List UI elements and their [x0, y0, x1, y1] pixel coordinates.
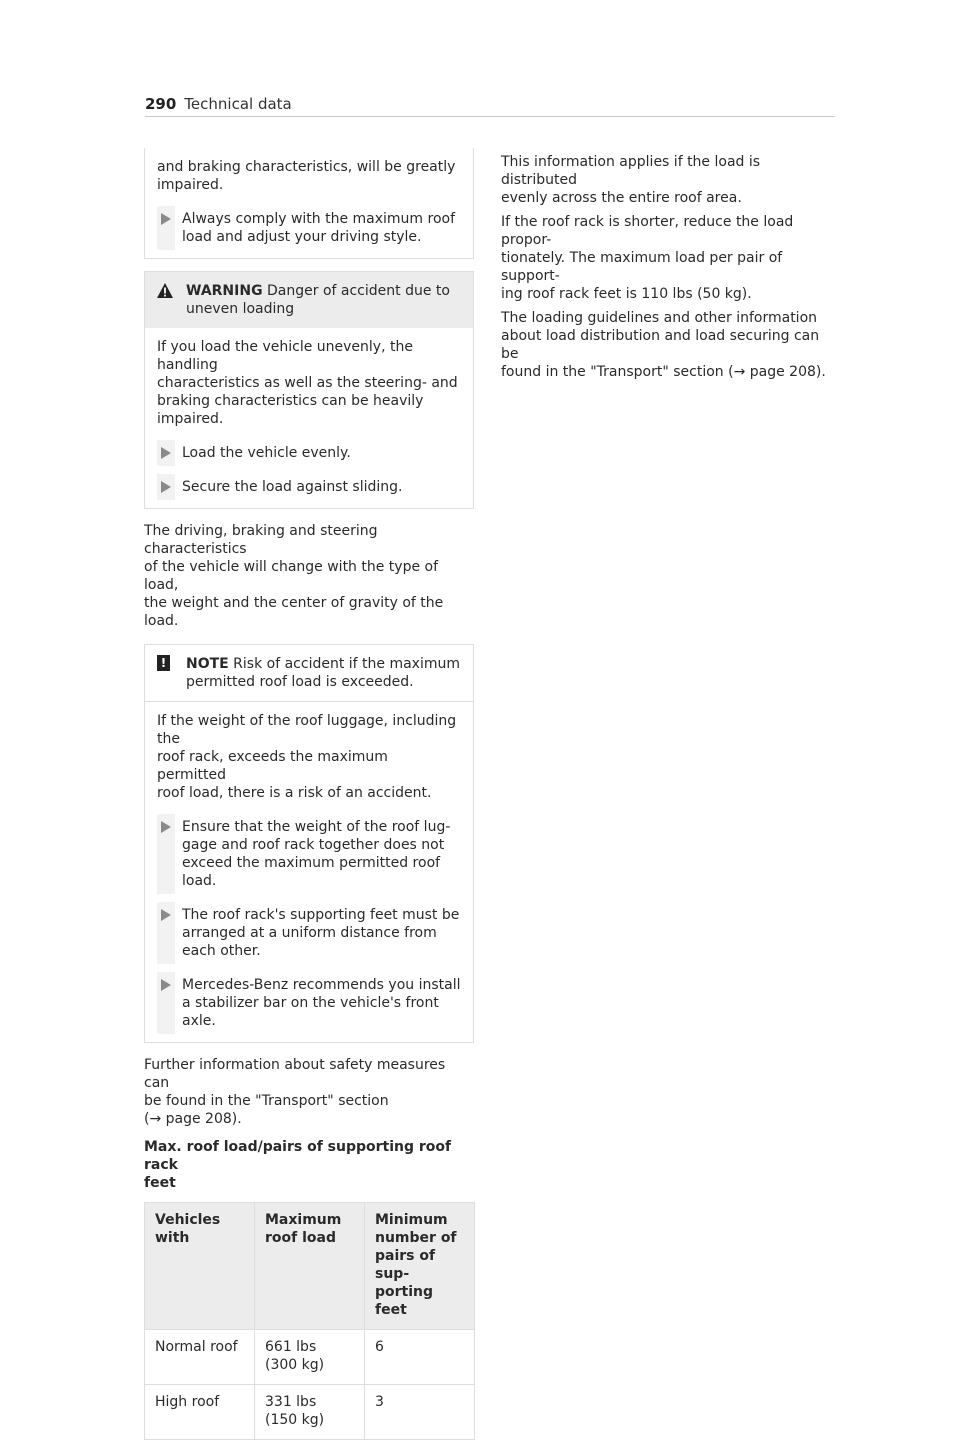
- page-header: [145, 94, 835, 118]
- text-line: Ensure that the weight of the roof lug-: [182, 819, 451, 835]
- text-line: ing roof rack feet is 110 lbs (50 kg).: [501, 286, 752, 302]
- text-line: load and adjust your driving style.: [182, 229, 422, 245]
- header-max-load: Maximum roof load: [255, 1203, 365, 1330]
- text-line: Further information about safety measures can: [144, 1057, 446, 1091]
- step-arrow-icon: [161, 909, 171, 921]
- step-arrow-icon: [161, 213, 171, 225]
- note-label: NOTE: [186, 656, 229, 672]
- text-line: arranged at a uniform distance from: [182, 925, 437, 941]
- instruction-step: [157, 976, 461, 1030]
- text-line: evenly across the entire roof area.: [501, 190, 742, 206]
- text-line: If you load the vehicle unevenly, the handling: [157, 339, 413, 373]
- note-box: [144, 644, 474, 1043]
- cell-pairs: 3: [365, 1385, 475, 1440]
- warning-label: WARNING: [186, 283, 263, 299]
- text-line: This information applies if the load is distributed: [501, 154, 761, 188]
- text-line: the weight and the center of gravity of the load.: [144, 595, 444, 629]
- text-line: braking characteristics can be heavily: [157, 393, 424, 409]
- continued-warning-box: [144, 148, 474, 259]
- text-line: roof rack, exceeds the maximum permitted: [157, 749, 388, 783]
- left-column: [144, 148, 474, 1440]
- text-line: about load distribution and load securing can be: [501, 328, 820, 362]
- cell-vehicle: Normal roof: [145, 1330, 255, 1385]
- text-line: If the roof rack is shorter, reduce the load propor-: [501, 214, 794, 248]
- header-min-pairs: Minimum number of pairs of sup- porting feet: [365, 1203, 475, 1330]
- text-line: If the weight of the roof luggage, including the: [157, 713, 457, 747]
- paragraph: [144, 522, 474, 630]
- note-header: [145, 645, 473, 702]
- text-line: found in the "Transport" section (→ page 208).: [501, 364, 826, 380]
- table-row: [145, 1385, 475, 1440]
- text-line: a stabilizer bar on the vehicle's front: [182, 995, 439, 1011]
- instruction-step: [157, 818, 461, 890]
- text-line: axle.: [182, 1013, 216, 1029]
- warning-title: Danger of accident due to: [262, 283, 450, 299]
- warning-title-cont: uneven loading: [186, 301, 295, 317]
- text-line: Secure the load against sliding.: [182, 479, 403, 495]
- text-line: Load the vehicle evenly.: [182, 445, 351, 461]
- cell-load: 661 lbs (300 kg): [255, 1330, 365, 1385]
- note-title: Risk of accident if the maximum: [228, 656, 461, 672]
- text-line: gage and roof rack together does not: [182, 837, 445, 853]
- warning-header: [145, 272, 473, 328]
- step-arrow-icon: [161, 481, 171, 493]
- text-line: The roof rack's supporting feet must be: [182, 907, 460, 923]
- text-line: impaired.: [157, 411, 224, 427]
- table-row: [145, 1330, 475, 1385]
- text-line: characteristics as well as the steering- and: [157, 375, 458, 391]
- text-line: and braking characteristics, will be greatly: [157, 159, 456, 175]
- instruction-step: [157, 444, 461, 462]
- note-title-cont: permitted roof load is exceeded.: [186, 674, 414, 690]
- step-arrow-icon: [161, 447, 171, 459]
- header-divider: [145, 116, 835, 117]
- text-line: roof load, there is a risk of an accident.: [157, 785, 432, 801]
- cell-pairs: 6: [365, 1330, 475, 1385]
- table-heading: [144, 1138, 474, 1192]
- text-line: (→ page 208).: [144, 1111, 242, 1127]
- paragraph: [501, 153, 835, 207]
- text-line: The loading guidelines and other information: [501, 310, 818, 326]
- cell-vehicle: High roof: [145, 1385, 255, 1440]
- header-vehicles: Vehicles with: [145, 1203, 255, 1330]
- page-title: Technical data: [184, 95, 292, 113]
- paragraph: [501, 213, 835, 303]
- text-line: of the vehicle will change with the type of load,: [144, 559, 439, 593]
- text-line: impaired.: [157, 177, 224, 193]
- instruction-step: [157, 478, 461, 496]
- text-line: Mercedes-Benz recommends you install: [182, 977, 461, 993]
- paragraph: [144, 1056, 474, 1128]
- paragraph: [501, 309, 835, 381]
- cell-load: 331 lbs (150 kg): [255, 1385, 365, 1440]
- warning-box: [144, 271, 474, 509]
- text-line: each other.: [182, 943, 261, 959]
- roof-load-table: [144, 1202, 475, 1440]
- text-line: Always comply with the maximum roof: [182, 211, 456, 227]
- warning-triangle-icon: [157, 283, 173, 298]
- text-line: be found in the "Transport" section: [144, 1093, 389, 1109]
- text-line: The driving, braking and steering characteristics: [144, 523, 378, 557]
- step-arrow-icon: [161, 821, 171, 833]
- step-arrow-icon: [161, 979, 171, 991]
- text-line: tionately. The maximum load per pair of support-: [501, 250, 783, 284]
- page-number: 290: [145, 95, 177, 113]
- right-column: [501, 153, 835, 381]
- note-exclamation-icon: !: [157, 655, 170, 671]
- text-line: feet: [144, 1175, 176, 1191]
- instruction-step: [157, 210, 461, 246]
- text-line: Max. roof load/pairs of supporting roof rack: [144, 1139, 452, 1173]
- instruction-step: [157, 906, 461, 960]
- text-line: load.: [182, 873, 217, 889]
- table-header-row: [145, 1203, 475, 1330]
- text-line: exceed the maximum permitted roof: [182, 855, 441, 871]
